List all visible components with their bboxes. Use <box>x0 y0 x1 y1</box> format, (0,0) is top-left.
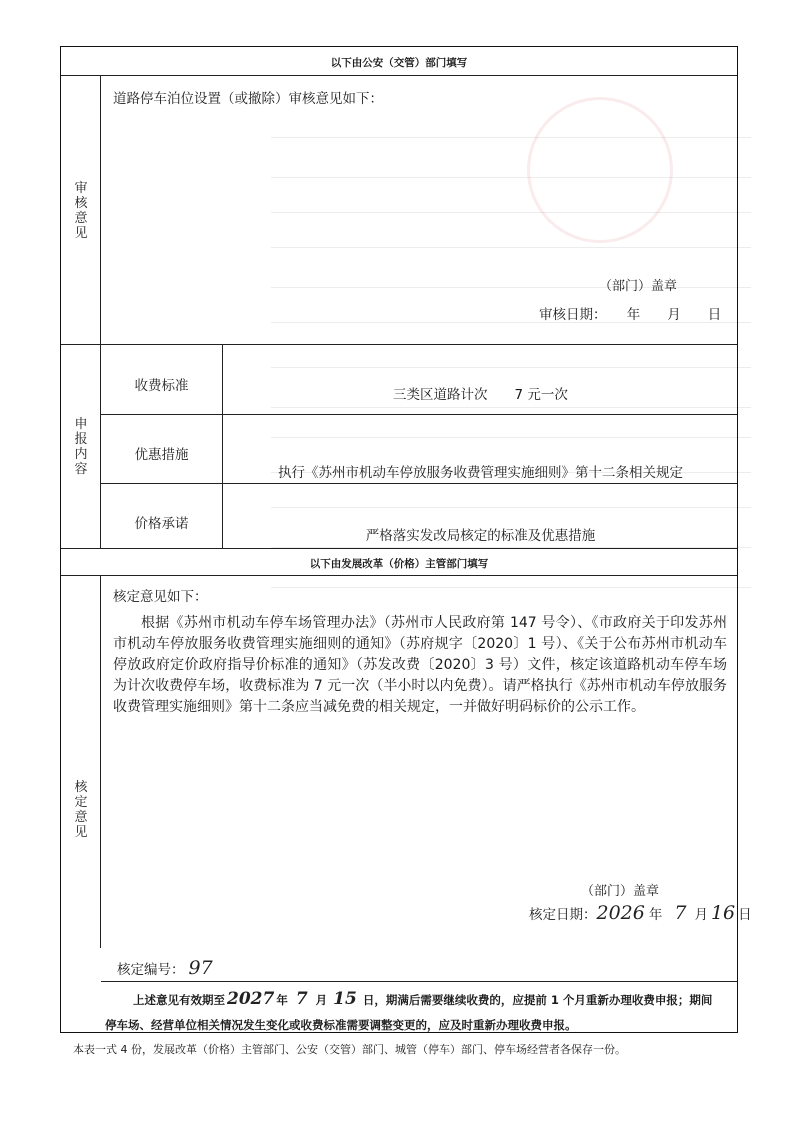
declaration-side-label: 申报内容 <box>74 417 88 477</box>
approval-date-year: 2026 <box>596 902 645 924</box>
validity-day: 15 <box>333 989 357 1009</box>
validity-month: 7 <box>295 989 308 1009</box>
approval-date <box>529 902 752 924</box>
approval-number-label: 核定编号： <box>117 962 185 978</box>
police-review-date: 审核日期： 年 月 日 <box>539 307 722 323</box>
side-column-line <box>100 75 101 548</box>
faint-seal-mark <box>527 97 673 243</box>
fee-standard-label: 收费标准 <box>134 378 189 394</box>
approval-date-prefix: 核定日期： <box>529 907 597 923</box>
fee-standard-value: 三类区道路计次 7 元一次 <box>393 387 568 403</box>
divider <box>61 575 737 576</box>
approval-opinion-side-label: 核定意见 <box>74 780 88 840</box>
divider <box>61 548 737 549</box>
review-opinion-side-label: 审核意见 <box>74 181 88 241</box>
label-column-line <box>222 344 223 548</box>
divider <box>101 414 737 415</box>
divider <box>101 483 737 484</box>
approval-date-month: 7 <box>674 902 687 924</box>
divider <box>61 344 737 345</box>
price-commitment-label: 价格承诺 <box>134 516 189 532</box>
discount-label: 优惠措施 <box>134 447 189 463</box>
approval-opinion-body: 根据《苏州市机动车停车场管理办法》（苏州市人民政府第 147 号令）、《市政府关于印发苏州市机动车停放服务收费管理实施细则的通知》（苏府规字〔2020〕1 号）、《关于公布苏州市机动车停放政府定价政府指导价标准的通知》（苏发改费〔2020〕3 号）文件，核定该道路机动车停车场为计次收费停车场，收费标准为 7 元一次（半小时以内免费）。请严格执行《苏州市机动车停放服务收费管理实施细则》第十二条应当减免费的相关规定，一并做好明码标价的公示工作。 <box>113 615 727 715</box>
approval-date-day: 16 <box>710 902 736 924</box>
validity-month-unit: 月 <box>315 993 328 1007</box>
footnote: 本表一式 4 份，发展改革（价格）主管部门、公安（交管）部门、城管（停车）部门、停车场经营者各保存一份。 <box>73 1043 626 1056</box>
form-frame <box>60 46 752 1033</box>
validity-prefix: 上述意见有效期至 <box>133 993 225 1007</box>
validity-day-text: 日，期满后需要继续收费的，应提前 1 个月重新办理收费申报；期间 <box>362 993 713 1007</box>
validity-year: 2027 <box>227 989 275 1009</box>
month-unit: 月 <box>694 907 708 923</box>
approval-opinion-title: 核定意见如下： <box>113 589 208 605</box>
validity-year-unit: 年 <box>276 993 288 1007</box>
day-unit: 日 <box>738 907 752 923</box>
police-section-header: 以下由公安（交管）部门填写 <box>330 57 468 69</box>
divider <box>61 75 737 76</box>
divider <box>101 981 737 982</box>
year-unit: 年 <box>648 907 663 923</box>
approval-number <box>117 957 213 979</box>
approval-seal-line: （部门）盖章 <box>581 884 660 899</box>
price-commitment-value: 严格落实发改局核定的标准及优惠措施 <box>365 528 596 544</box>
police-opinion-title: 道路停车泊位设置（或撤除）审核意见如下： <box>113 91 383 107</box>
side-column-line <box>100 575 101 948</box>
police-seal-line: （部门）盖章 <box>599 279 678 294</box>
validity-line-2: 停车场、经营单位相关情况发生变化或收费标准需要调整变更的，应及时重新办理收费申报。 <box>105 1018 577 1032</box>
discount-value: 执行《苏州市机动车停放服务收费管理实施细则》第十二条相关规定 <box>278 465 683 481</box>
approval-number-value: 97 <box>188 957 213 979</box>
validity-line-1 <box>133 989 712 1009</box>
price-section-header: 以下由发展改革（价格）主管部门填写 <box>309 558 489 570</box>
